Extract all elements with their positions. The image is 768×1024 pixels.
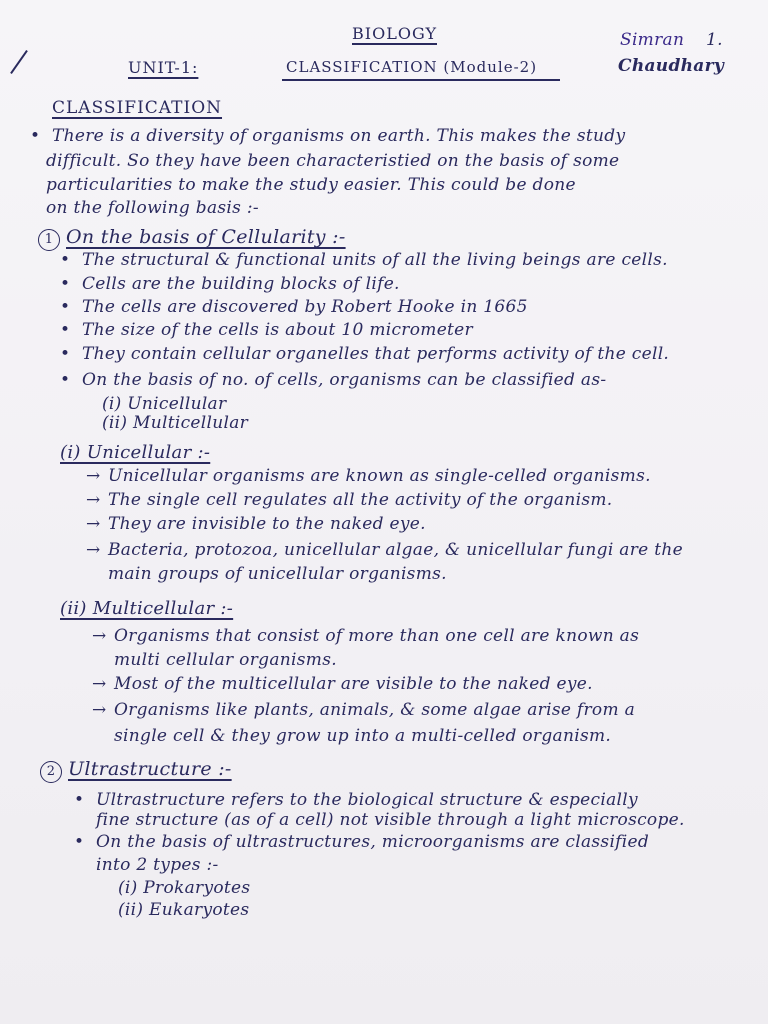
cellularity-point-4: • The size of the cells is about 10 micrometer (82, 320, 473, 340)
multicellular-point-1: → Organisms that consist of more than one cell are known as (114, 626, 639, 646)
unicellular-point-1: → Unicellular organisms are known as single-celled organisms. (108, 466, 651, 486)
cellularity-type-1: (i) Unicellular (102, 394, 227, 414)
subject-heading: BIOLOGY (352, 24, 437, 43)
unicellular-heading: (i) Unicellular :- (60, 442, 211, 463)
intro-line-3: particularities to make the study easier. This could be done (46, 175, 576, 195)
multicellular-point-1-cont: multi cellular organisms. (114, 650, 337, 670)
multicellular-point-3-cont: single cell & they grow up into a multi-celled organism. (114, 726, 612, 746)
ultrastructure-type-1: (i) Prokaryotes (118, 878, 251, 898)
cellularity-type-2: (ii) Multicellular (102, 413, 249, 433)
intro-line-1: • There is a diversity of organisms on earth. This makes the study (52, 126, 625, 146)
unit-label: UNIT-1: (128, 58, 199, 77)
section-1-heading (38, 226, 346, 251)
multicellular-point-3: → Organisms like plants, animals, & some algae arise from a (114, 700, 635, 720)
section-2-heading (40, 758, 232, 783)
multicellular-heading: (ii) Multicellular :- (60, 598, 234, 619)
section-2-title: Ultrastructure :- (68, 758, 232, 780)
ultrastructure-point-1-cont: fine structure (as of a cell) not visible through a light microscope. (96, 810, 685, 830)
cellularity-point-2: • Cells are the building blocks of life. (82, 274, 400, 294)
ultrastructure-type-2: (ii) Eukaryotes (118, 900, 250, 920)
ultrastructure-point-1: • Ultrastructure refers to the biological structure & especially (96, 790, 638, 810)
cellularity-point-6: • On the basis of no. of cells, organisms can be classified as- (82, 370, 606, 390)
page-number: 1. (706, 30, 723, 50)
intro-line-4: on the following basis :- (46, 198, 259, 218)
author-last-name: Chaudhary (618, 56, 725, 76)
module-title: CLASSIFICATION (Module-2) (286, 58, 538, 76)
section-1-number: 1 (38, 229, 60, 251)
unicellular-point-2: → The single cell regulates all the activity of the organism. (108, 490, 612, 510)
multicellular-point-2: → Most of the multicellular are visible to the naked eye. (114, 674, 593, 694)
cellularity-point-5: • They contain cellular organelles that performs activity of the cell. (82, 344, 669, 364)
ultrastructure-point-2: • On the basis of ultrastructures, microorganisms are classified (96, 832, 649, 852)
unicellular-point-4-cont: main groups of unicellular organisms. (108, 564, 447, 584)
section-1-title: On the basis of Cellularity :- (66, 226, 346, 248)
intro-line-2: difficult. So they have been characteristied on the basis of some (46, 151, 620, 171)
cellularity-point-3: • The cells are discovered by Robert Hooke in 1665 (82, 297, 528, 317)
margin-tick-mark (10, 50, 28, 74)
author-first-name: Simran (620, 30, 685, 50)
section-2-number: 2 (40, 761, 62, 783)
unicellular-point-3: → They are invisible to the naked eye. (108, 514, 426, 534)
page-title: CLASSIFICATION (52, 98, 223, 118)
module-underline (282, 79, 560, 81)
unicellular-point-4: → Bacteria, protozoa, unicellular algae, & unicellular fungi are the (108, 540, 683, 560)
cellularity-point-1: • The structural & functional units of all the living beings are cells. (82, 250, 668, 270)
ultrastructure-point-2-cont: into 2 types :- (96, 855, 219, 875)
